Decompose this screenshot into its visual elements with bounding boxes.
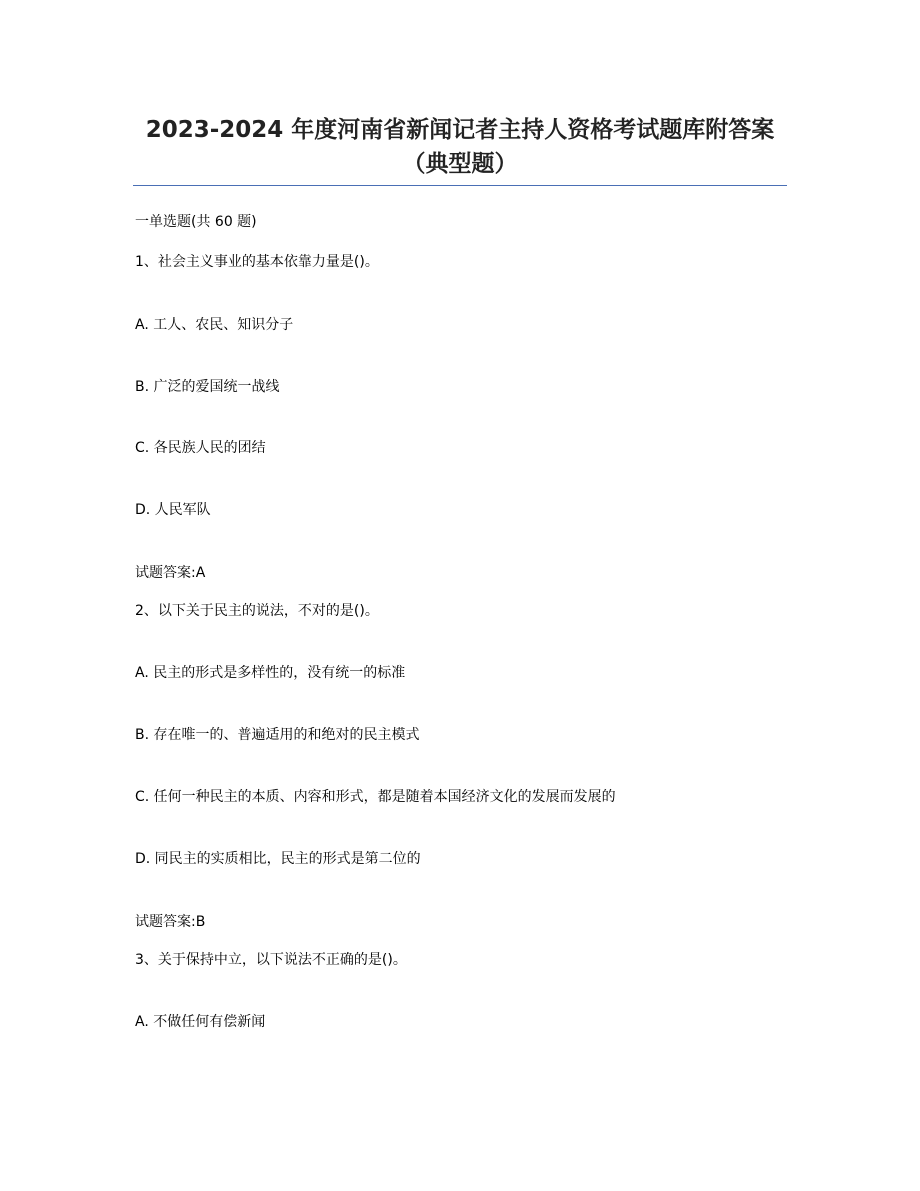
question-2-text: 2、以下关于民主的说法，不对的是()。: [135, 603, 379, 619]
question-1-option-c: C. 各民族人民的团结: [135, 440, 266, 456]
question-1-option-d: D. 人民军队: [135, 502, 211, 518]
section-heading: 一单选题(共 60 题): [135, 214, 257, 230]
document-title: 2023-2024 年度河南省新闻记者主持人资格考试题库附答案: [145, 117, 775, 143]
question-2-option-d: D. 同民主的实质相比，民主的形式是第二位的: [135, 851, 421, 867]
question-2-option-b: B. 存在唯一的、普遍适用的和绝对的民主模式: [135, 727, 420, 743]
question-1-answer: 试题答案:A: [135, 565, 206, 581]
question-2-option-a: A. 民主的形式是多样性的，没有统一的标准: [135, 665, 406, 681]
document-subtitle: （典型题）: [402, 151, 518, 177]
question-3-option-a: A. 不做任何有偿新闻: [135, 1014, 266, 1030]
question-3-text: 3、关于保持中立，以下说法不正确的是()。: [135, 952, 407, 968]
question-1-option-a: A. 工人、农民、知识分子: [135, 317, 294, 333]
title-divider: [133, 185, 787, 186]
question-1-option-b: B. 广泛的爱国统一战线: [135, 379, 280, 395]
question-2-answer: 试题答案:B: [135, 914, 206, 930]
question-1-text: 1、社会主义事业的基本依靠力量是()。: [135, 254, 379, 270]
question-2-option-c: C. 任何一种民主的本质、内容和形式，都是随着本国经济文化的发展而发展的: [135, 789, 616, 805]
